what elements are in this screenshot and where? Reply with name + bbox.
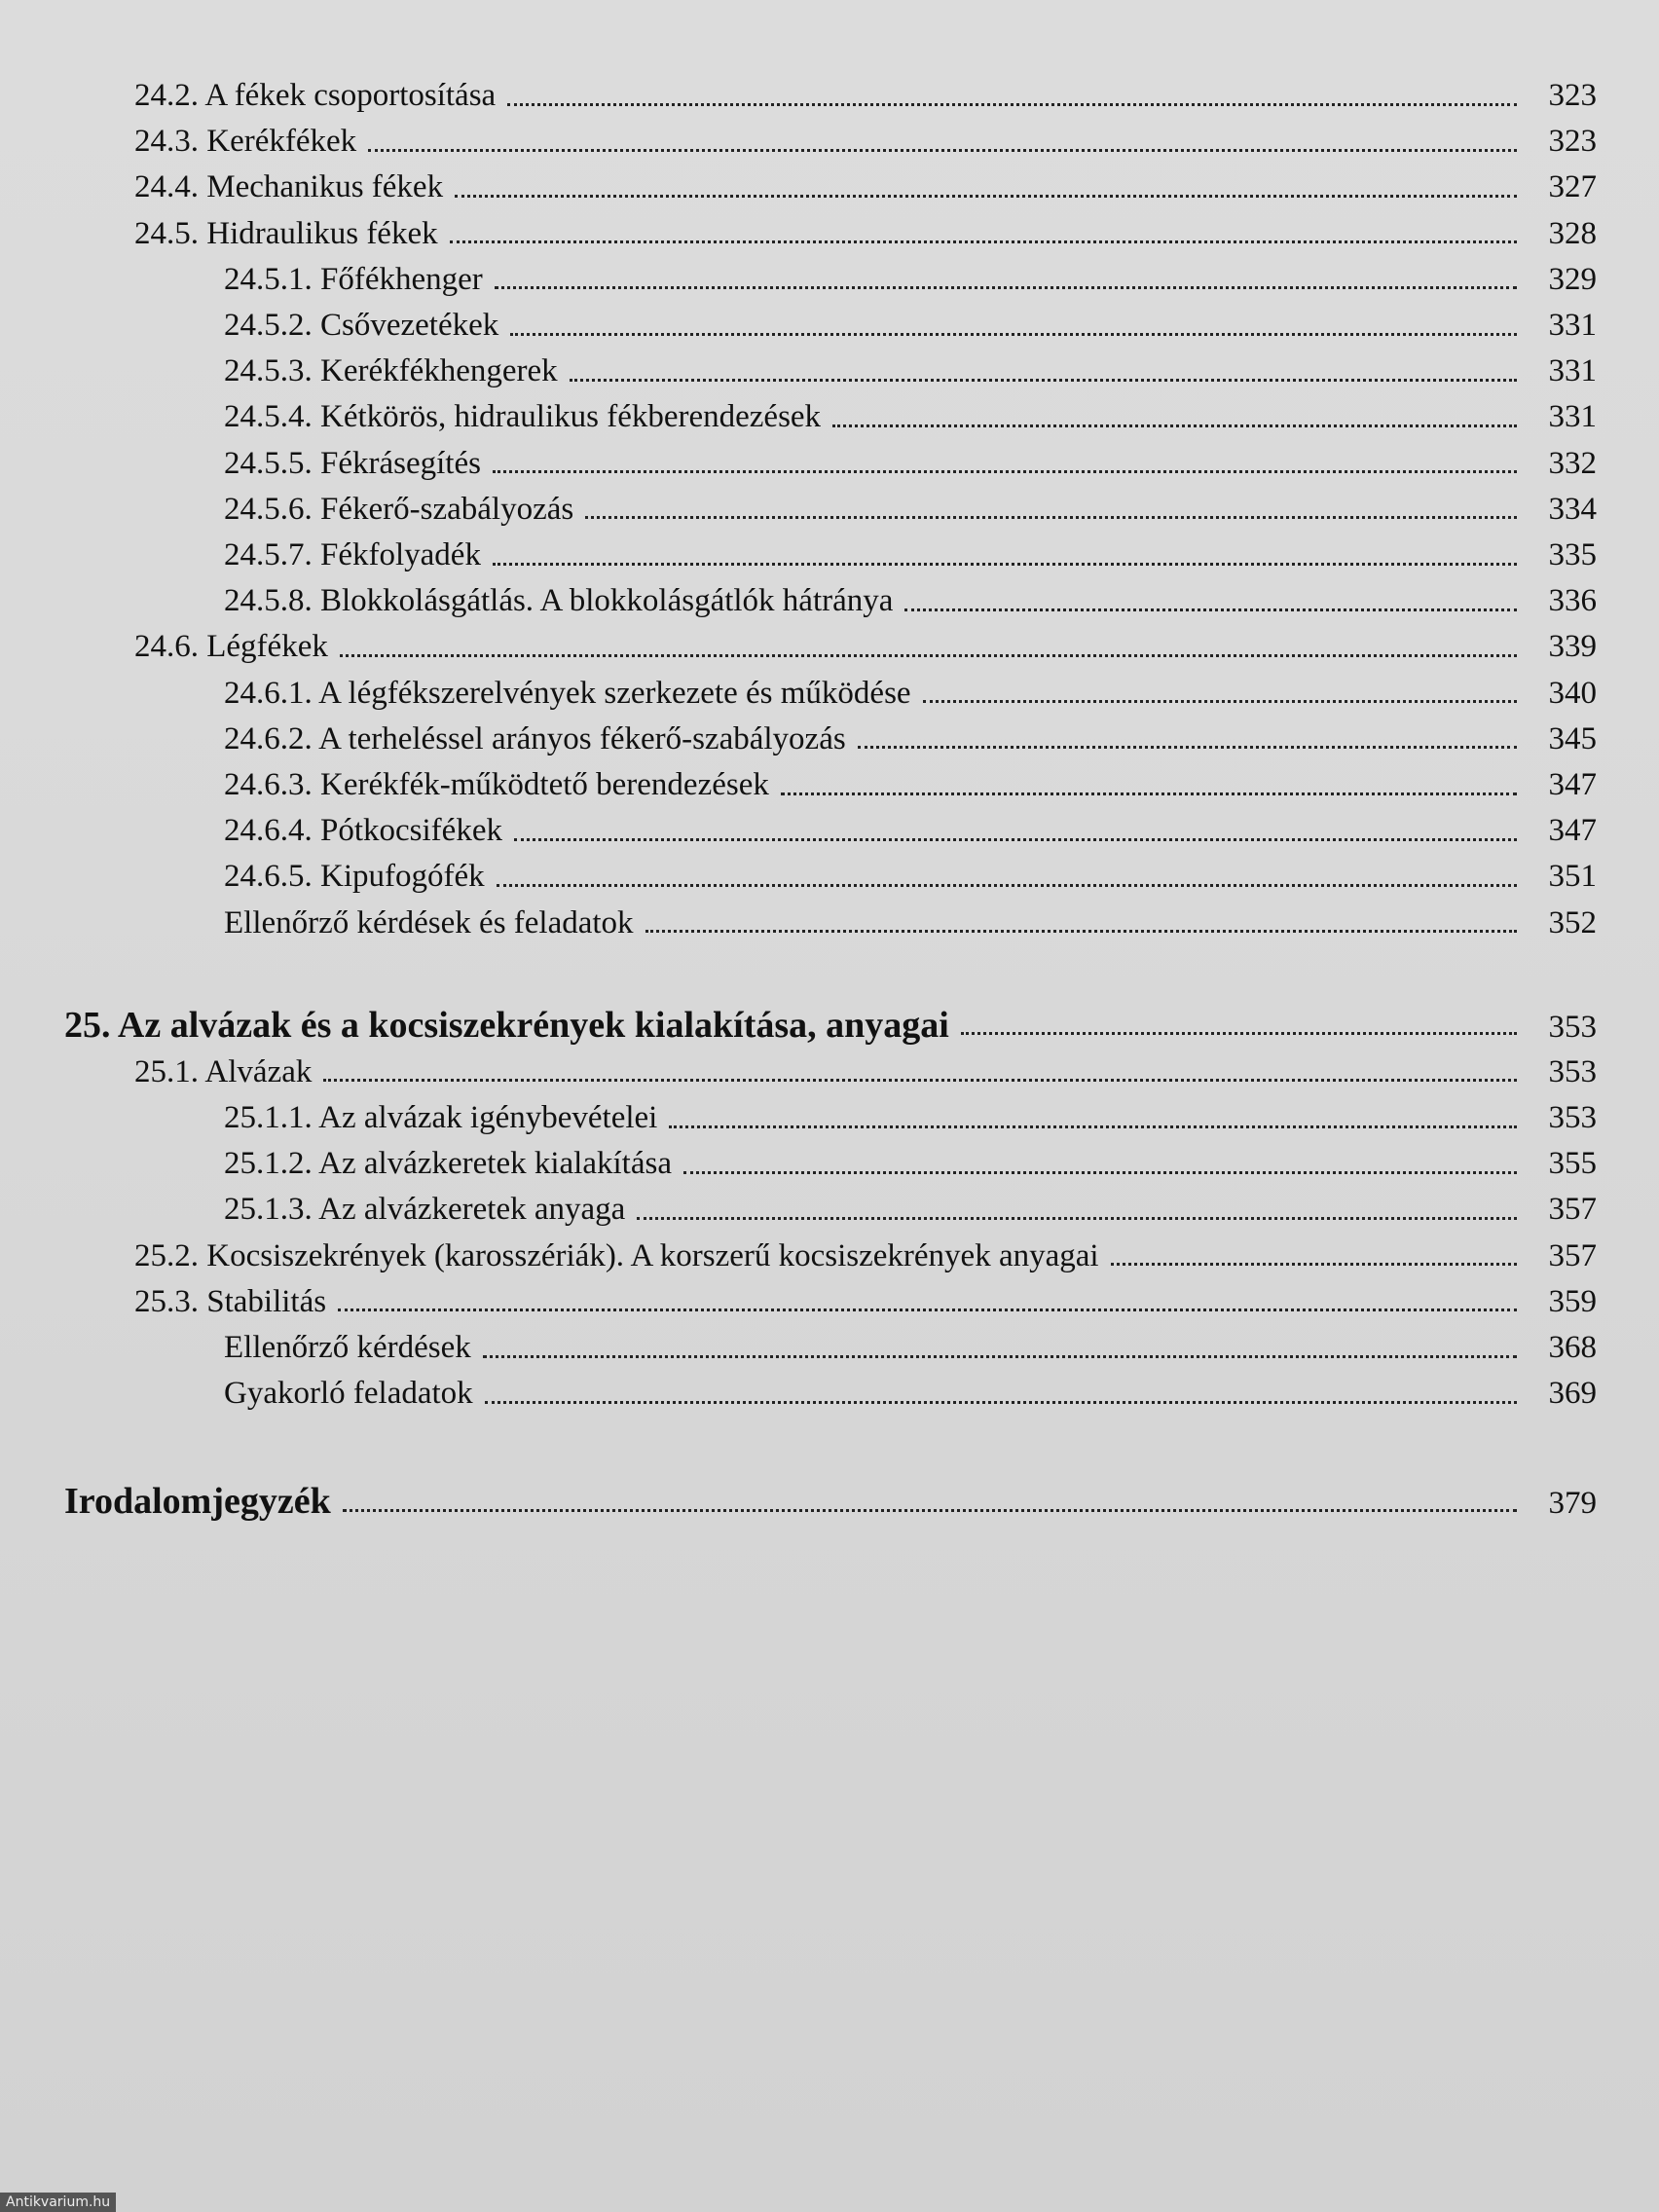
toc-entry-title: 24.5.7. Fékfolyadék — [224, 537, 481, 572]
toc-entry-title: Irodalomjegyzék — [64, 1481, 331, 1523]
toc-entry — [0, 1188, 1659, 1231]
toc-entry-page: 335 — [1548, 537, 1597, 572]
toc-entry-title: 24.5.3. Kerékfékhengerek — [224, 353, 558, 389]
dot-leader — [510, 333, 1517, 336]
toc-entry-page: 334 — [1548, 491, 1597, 527]
dot-leader — [455, 195, 1517, 198]
toc-entry-title: 25.3. Stabilitás — [134, 1283, 327, 1319]
toc-entry-page: 340 — [1548, 675, 1597, 711]
toc-entry-title: 25.1.3. Az alvázkeretek anyaga — [224, 1192, 626, 1228]
toc-entry — [0, 625, 1659, 668]
toc-entry-page: 355 — [1548, 1146, 1597, 1182]
toc-entry — [0, 1004, 1659, 1047]
toc-entry — [0, 1235, 1659, 1277]
toc-entry — [0, 350, 1659, 392]
toc-entry-page: 352 — [1548, 904, 1597, 940]
toc-entry-title: 24.6.3. Kerékfék-működtető berendezések — [224, 767, 769, 802]
dot-leader — [483, 1355, 1517, 1358]
toc-entry-page: 353 — [1548, 1053, 1597, 1089]
toc-entry — [0, 855, 1659, 898]
dot-leader — [323, 1079, 1517, 1082]
toc-entry — [0, 304, 1659, 347]
toc-entry — [0, 718, 1659, 760]
toc-entry — [0, 672, 1659, 715]
toc-entry — [0, 395, 1659, 438]
toc-entry — [0, 902, 1659, 944]
toc-entry-page: 329 — [1548, 261, 1597, 297]
toc-entry-title: 24.6.2. A terheléssel arányos fékerő-szabályozás — [224, 720, 846, 756]
toc-entry-title: 24.5.1. Főfékhenger — [224, 261, 483, 297]
toc-entry-page: 368 — [1548, 1330, 1597, 1365]
toc-entry-title: Ellenőrző kérdések — [224, 1330, 471, 1365]
dot-leader — [1111, 1263, 1517, 1266]
dot-leader — [585, 516, 1517, 519]
toc-entry-page: 379 — [1548, 1486, 1597, 1522]
toc-entry-page: 357 — [1548, 1192, 1597, 1228]
toc-entry-title: 24.3. Kerékfékek — [134, 124, 357, 160]
toc-entry-page: 323 — [1548, 78, 1597, 113]
toc-entry-page: 331 — [1548, 353, 1597, 389]
toc-entry-page: 369 — [1548, 1376, 1597, 1412]
toc-entry-title: 24.4. Mechanikus fékek — [134, 169, 444, 205]
toc-entry-page: 336 — [1548, 583, 1597, 619]
toc-entry-page: 331 — [1548, 399, 1597, 435]
toc-entry — [0, 1280, 1659, 1323]
toc-entry-title: 25. Az alvázak és a kocsiszekrények kialakítása, anyagai — [64, 1004, 949, 1046]
toc-entry-title: 24.6. Légfékek — [134, 629, 328, 665]
toc-entry — [0, 212, 1659, 255]
toc-entry-title: Ellenőrző kérdések és feladatok — [224, 904, 634, 940]
dot-leader — [368, 149, 1517, 152]
watermark: Antikvarium.hu — [0, 2193, 116, 2212]
dot-leader — [495, 286, 1517, 289]
toc-entry-title: 25.1.2. Az alvázkeretek kialakítása — [224, 1146, 672, 1182]
dot-leader — [637, 1217, 1517, 1220]
toc-entry — [0, 1051, 1659, 1093]
toc-entry — [0, 1372, 1659, 1415]
toc-entry-title: 24.6.5. Kipufogófék — [224, 859, 485, 895]
dot-leader — [493, 470, 1517, 473]
toc-entry — [0, 579, 1659, 622]
dot-leader — [343, 1509, 1517, 1512]
dot-leader — [497, 884, 1517, 887]
dot-leader — [781, 793, 1517, 795]
toc-entry-title: 24.5.2. Csővezetékek — [224, 308, 499, 343]
toc-entry-title: 24.5.8. Blokkolásgátlás. A blokkolásgátlók hátránya — [224, 583, 894, 619]
dot-leader — [904, 608, 1517, 611]
toc-entry-page: 339 — [1548, 629, 1597, 665]
toc-entry-page: 353 — [1548, 1009, 1597, 1045]
toc-entry-page: 357 — [1548, 1237, 1597, 1273]
dot-leader — [570, 379, 1517, 382]
toc-entry — [0, 258, 1659, 301]
toc-entry — [0, 488, 1659, 531]
toc-entry-page: 323 — [1548, 124, 1597, 160]
dot-leader — [645, 930, 1517, 933]
toc-entry — [0, 120, 1659, 163]
toc-entry-page: 332 — [1548, 445, 1597, 481]
toc-entry-title: 25.2. Kocsiszekrények (karosszériák). A korszerű kocsiszekrények anyagai — [134, 1237, 1099, 1273]
toc-entry-page: 353 — [1548, 1100, 1597, 1135]
toc-entry — [0, 1326, 1659, 1369]
toc-entry — [0, 74, 1659, 117]
dot-leader — [683, 1171, 1517, 1174]
toc-entry-page: 345 — [1548, 720, 1597, 756]
toc-entry-title: 24.5.5. Fékrásegítés — [224, 445, 481, 481]
toc-entry — [0, 1480, 1659, 1523]
dot-leader — [961, 1032, 1517, 1035]
toc-entry-title: 24.2. A fékek csoportosítása — [134, 78, 497, 113]
dot-leader — [669, 1125, 1517, 1128]
dot-leader — [485, 1401, 1517, 1404]
dot-leader — [450, 240, 1517, 243]
toc-entry — [0, 166, 1659, 208]
toc-entry-page: 351 — [1548, 859, 1597, 895]
toc-entry-page: 347 — [1548, 813, 1597, 849]
toc-entry-page: 359 — [1548, 1283, 1597, 1319]
toc-entry-page: 331 — [1548, 308, 1597, 343]
toc-entry-title: Gyakorló feladatok — [224, 1376, 473, 1412]
dot-leader — [507, 103, 1517, 106]
toc-entry-page: 347 — [1548, 767, 1597, 802]
dot-leader — [858, 746, 1517, 749]
toc-entry-title: 24.5.4. Kétkörös, hidraulikus fékberendezések — [224, 399, 822, 435]
toc-entry — [0, 534, 1659, 576]
dot-leader — [514, 838, 1517, 841]
dot-leader — [923, 700, 1517, 703]
toc-entry — [0, 1142, 1659, 1185]
dot-leader — [832, 424, 1517, 427]
toc-entry-page: 328 — [1548, 215, 1597, 251]
toc-entry-title: 24.5. Hidraulikus fékek — [134, 215, 438, 251]
toc-entry — [0, 1096, 1659, 1139]
toc-entry-title: 24.6.1. A légfékszerelvények szerkezete és működése — [224, 675, 911, 711]
toc-entry-title: 24.5.6. Fékerő-szabályozás — [224, 491, 574, 527]
toc-entry-title: 25.1. Alvázak — [134, 1053, 313, 1089]
toc-entry-page: 327 — [1548, 169, 1597, 205]
toc-entry-title: 25.1.1. Az alvázak igénybevételei — [224, 1100, 658, 1135]
toc-entry — [0, 809, 1659, 852]
toc-entry — [0, 763, 1659, 806]
dot-leader — [340, 654, 1517, 657]
dot-leader — [493, 563, 1517, 566]
toc-entry — [0, 442, 1659, 485]
dot-leader — [338, 1309, 1517, 1311]
toc-entry-title: 24.6.4. Pótkocsifékek — [224, 813, 502, 849]
